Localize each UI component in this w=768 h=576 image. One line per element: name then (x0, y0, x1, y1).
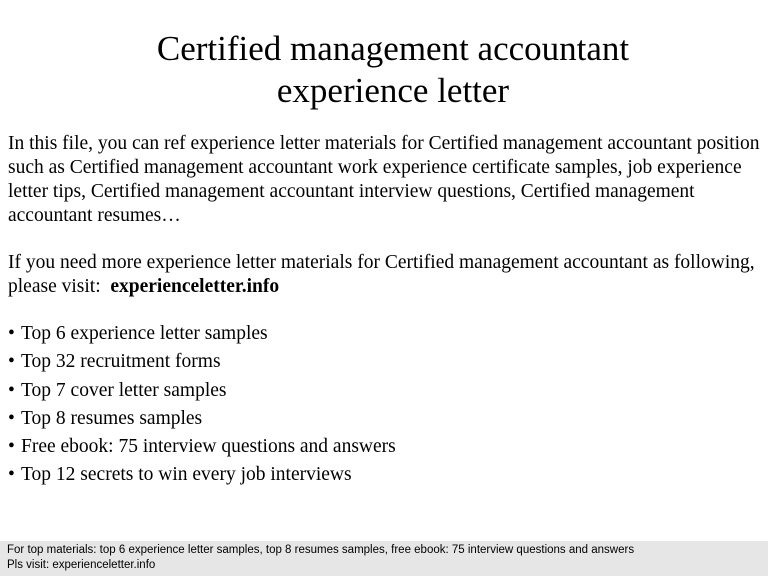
list-item[interactable] (8, 377, 396, 405)
title-line-2: experience letter (276, 71, 510, 110)
visit-text: If you need more experience letter materials for Certified management accountant as following, please visit: (8, 252, 755, 297)
bullet-icon: • (8, 464, 15, 485)
list-item-label: Top 6 experience letter samples (21, 323, 268, 344)
visit-link[interactable]: experienceletter.info (110, 276, 280, 297)
list-item-label: Top 7 cover letter samples (21, 380, 227, 401)
bullet-icon: • (8, 408, 15, 429)
list-item[interactable] (8, 348, 396, 377)
title-line-1: Certified management accountant (156, 29, 630, 68)
page-title (0, 28, 768, 112)
intro-paragraph: In this file, you can ref experience letter materials for Certified management accountant position such as Certified management accountant work experience certificate samples, job experience letter tips, Certified management accountant interview questions, Certified management accountant resumes… (8, 133, 760, 226)
footer-bar (0, 541, 768, 576)
list-item[interactable] (8, 320, 396, 348)
list-item-label: Top 8 resumes samples (21, 408, 203, 429)
footer-line-2[interactable]: Pls visit: experienceletter.info (7, 559, 156, 571)
bullet-icon: • (8, 323, 15, 344)
list-item-label: Top 12 secrets to win every job interviews (21, 464, 352, 485)
footer-line-1: For top materials: top 6 experience letter samples, top 8 resumes samples, free ebook: 75 interview questions and answers (7, 544, 635, 556)
list-item[interactable] (8, 405, 396, 433)
list-item[interactable] (8, 433, 396, 461)
bullet-icon: • (8, 436, 15, 457)
visit-paragraph (8, 251, 766, 299)
list-item[interactable] (8, 461, 396, 489)
materials-list (8, 320, 396, 489)
bullet-icon: • (8, 351, 15, 372)
list-item-label: Top 32 recruitment forms (21, 351, 221, 372)
bullet-icon: • (8, 380, 15, 401)
list-item-label: Free ebook: 75 interview questions and answers (21, 436, 396, 457)
